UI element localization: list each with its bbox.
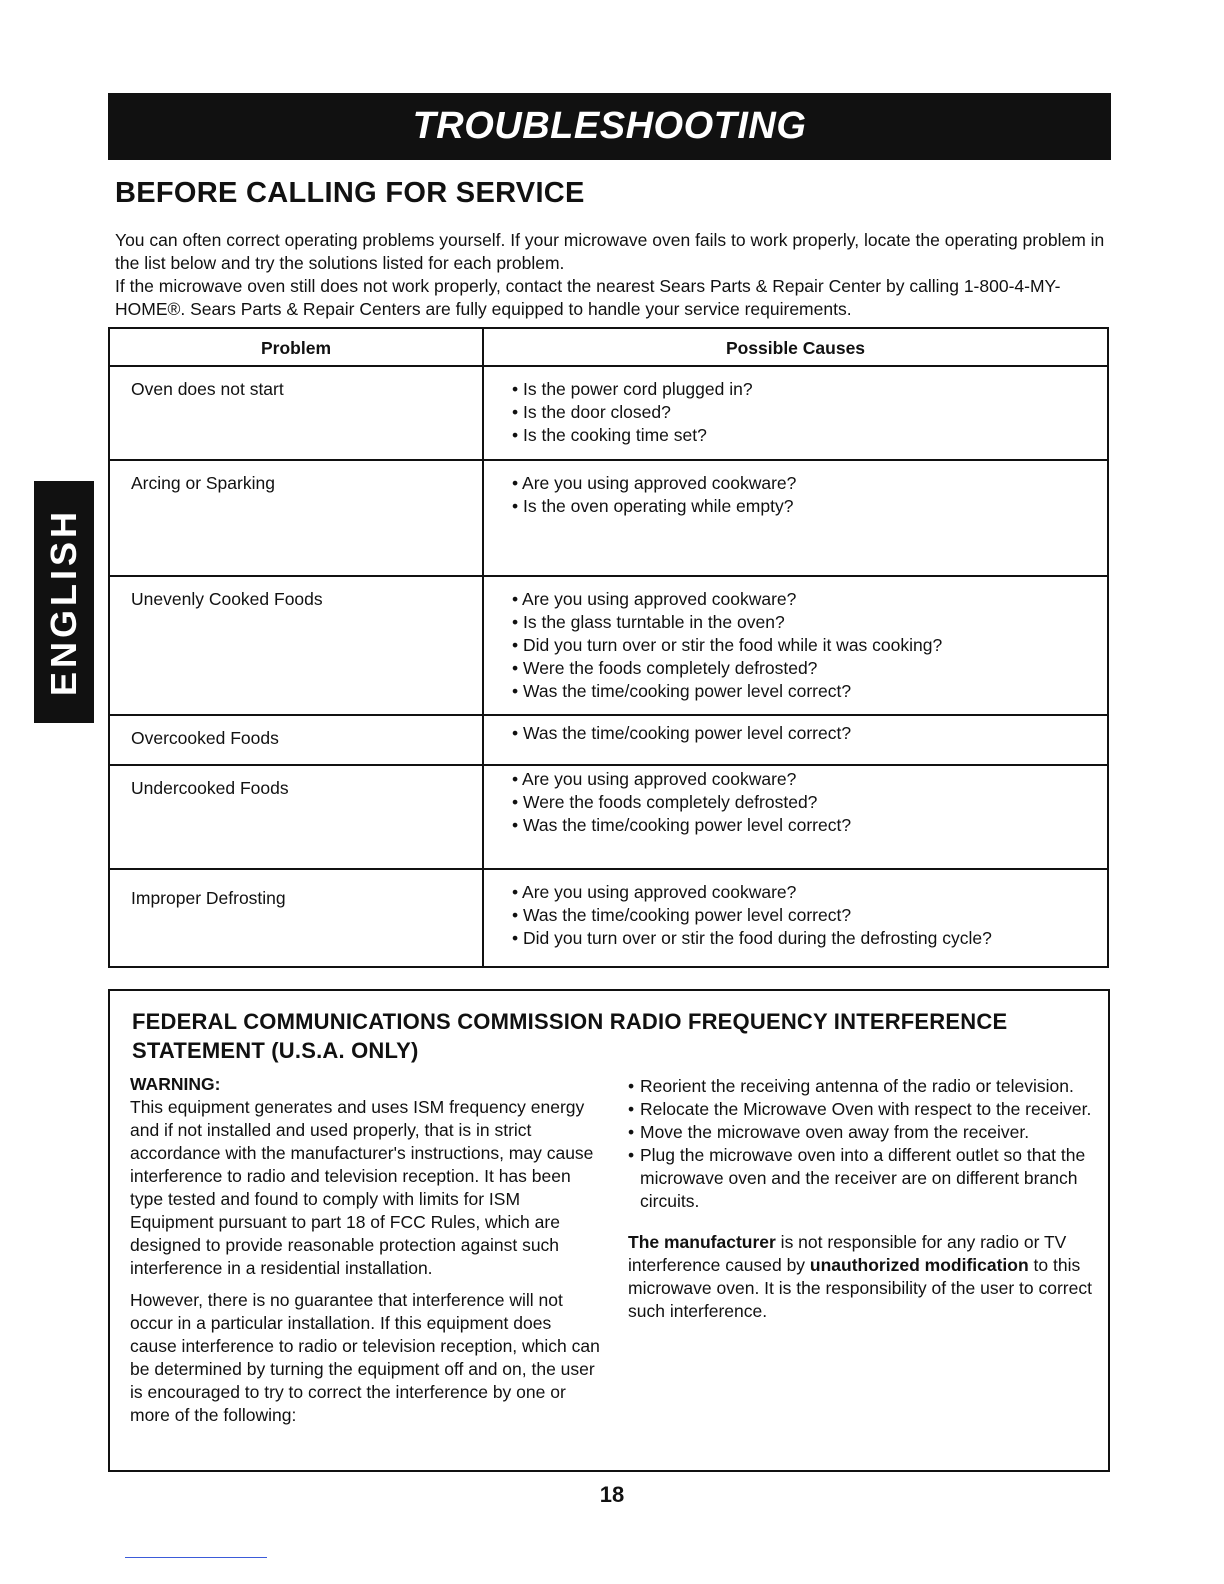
- note-bold-modification: unauthorized modification: [809, 1255, 1029, 1275]
- note-bold-manufacturer: The manufacturer: [628, 1232, 776, 1252]
- cause-item: • Is the glass turntable in the oven?: [512, 612, 785, 632]
- problem-cell: Oven does not start: [109, 366, 483, 460]
- problem-cell: Arcing or Sparking: [109, 460, 483, 576]
- cause-item: • Were the foods completely defrosted?: [512, 792, 818, 812]
- fcc-paragraph-2: However, there is no guarantee that interference will not occur in a particular installation. If this equipment does cause interference to radio or television reception, which can be determined by turning the equipment off and on, the user is encouraged to try to correct the interference by one or more of the following:: [130, 1290, 600, 1425]
- fcc-remedy-list: [628, 1075, 1098, 1213]
- cause-item: • Are you using approved cookware?: [512, 769, 797, 789]
- column-header-causes: Possible Causes: [483, 328, 1108, 366]
- fcc-left-column: [130, 1073, 600, 1427]
- footer-rule: [125, 1557, 267, 1558]
- list-item: • Reorient the receiving antenna of the radio or television.: [628, 1075, 1098, 1098]
- table-row: [109, 869, 1108, 967]
- list-item: • Relocate the Microwave Oven with respect to the receiver.: [628, 1098, 1098, 1121]
- problem-cell: Improper Defrosting: [109, 869, 483, 967]
- table-row: [109, 765, 1108, 869]
- cause-item: • Was the time/cooking power level correct?: [512, 681, 852, 701]
- fcc-title: FEDERAL COMMUNICATIONS COMMISSION RADIO FREQUENCY INTERFERENCE STATEMENT (U.S.A. ONLY): [132, 1009, 1008, 1063]
- cause-item: • Was the time/cooking power level correct?: [512, 723, 852, 743]
- cause-item: • Is the cooking time set?: [512, 425, 707, 445]
- manufacturer-note: [628, 1231, 1098, 1323]
- cause-item: • Is the door closed?: [512, 402, 671, 422]
- cause-item: • Did you turn over or stir the food while it was cooking?: [512, 635, 943, 655]
- header-bar: [108, 93, 1111, 160]
- intro-paragraph-1: You can often correct operating problems yourself. If your microwave oven fails to work properly, locate the operating problem in the list below and try the solutions listed for each problem.: [115, 230, 1105, 273]
- fcc-right-column: [628, 1075, 1098, 1323]
- list-item: • Plug the microwave oven into a different outlet so that the microwave oven and the receiver are on different branch circuits.: [628, 1144, 1098, 1213]
- column-header-problem: Problem: [109, 328, 483, 366]
- cause-item: • Is the power cord plugged in?: [512, 379, 753, 399]
- table-row: [109, 366, 1108, 460]
- causes-cell: [483, 765, 1108, 869]
- note-text: is not responsible for any radio or TV interference caused by: [628, 1232, 1067, 1275]
- causes-cell: [483, 715, 1108, 765]
- table-row: [109, 715, 1108, 765]
- table-row: [109, 460, 1108, 576]
- note-text: to this microwave oven. It is the responsibility of the user to correct such interference.: [628, 1255, 1092, 1321]
- fcc-statement-box: [108, 989, 1110, 1472]
- cause-item: • Are you using approved cookware?: [512, 473, 797, 493]
- causes-cell: [483, 366, 1108, 460]
- cause-item: • Are you using approved cookware?: [512, 589, 797, 609]
- cause-item: • Were the foods completely defrosted?: [512, 658, 818, 678]
- cause-item: • Are you using approved cookware?: [512, 882, 797, 902]
- problem-cell: Unevenly Cooked Foods: [109, 576, 483, 715]
- cause-item: • Was the time/cooking power level correct?: [512, 905, 852, 925]
- warning-label: WARNING:: [130, 1074, 221, 1094]
- cause-item: • Was the time/cooking power level correct?: [512, 815, 852, 835]
- cause-item: • Did you turn over or stir the food during the defrosting cycle?: [512, 928, 992, 948]
- cause-item: • Is the oven operating while empty?: [512, 496, 794, 516]
- fcc-paragraph-1: This equipment generates and uses ISM frequency energy and if not installed and used properly, that is in strict accordance with the manufacturer's instructions, may cause interference to radio and television reception. It has been type tested and found to comply with limits for ISM Equipment pursuant to part 18 of FCC Rules, which are designed to provide reasonable protection against such interference in a residential installation.: [130, 1097, 594, 1278]
- intro-text: [115, 229, 1115, 321]
- language-side-tab: [34, 481, 94, 723]
- table-row: [109, 576, 1108, 715]
- problem-cell: Undercooked Foods: [109, 765, 483, 869]
- intro-paragraph-2: If the microwave oven still does not work properly, contact the nearest Sears Parts & Repair Center by calling 1-800-4-MY-HOME®. Sears Parts & Repair Centers are fully equipped to handle your service requirements.: [115, 276, 1061, 319]
- table-header-row: [109, 328, 1108, 366]
- list-item: • Move the microwave oven away from the receiver.: [628, 1121, 1098, 1144]
- troubleshooting-table: [108, 327, 1109, 968]
- section-title: BEFORE CALLING FOR SERVICE: [115, 177, 585, 209]
- causes-cell: [483, 869, 1108, 967]
- problem-cell: Overcooked Foods: [109, 715, 483, 765]
- page-number: 18: [599, 1482, 625, 1507]
- causes-cell: [483, 576, 1108, 715]
- page-title: TROUBLESHOOTING: [412, 105, 807, 147]
- language-label: ENGLISH: [43, 507, 85, 697]
- causes-cell: [483, 460, 1108, 576]
